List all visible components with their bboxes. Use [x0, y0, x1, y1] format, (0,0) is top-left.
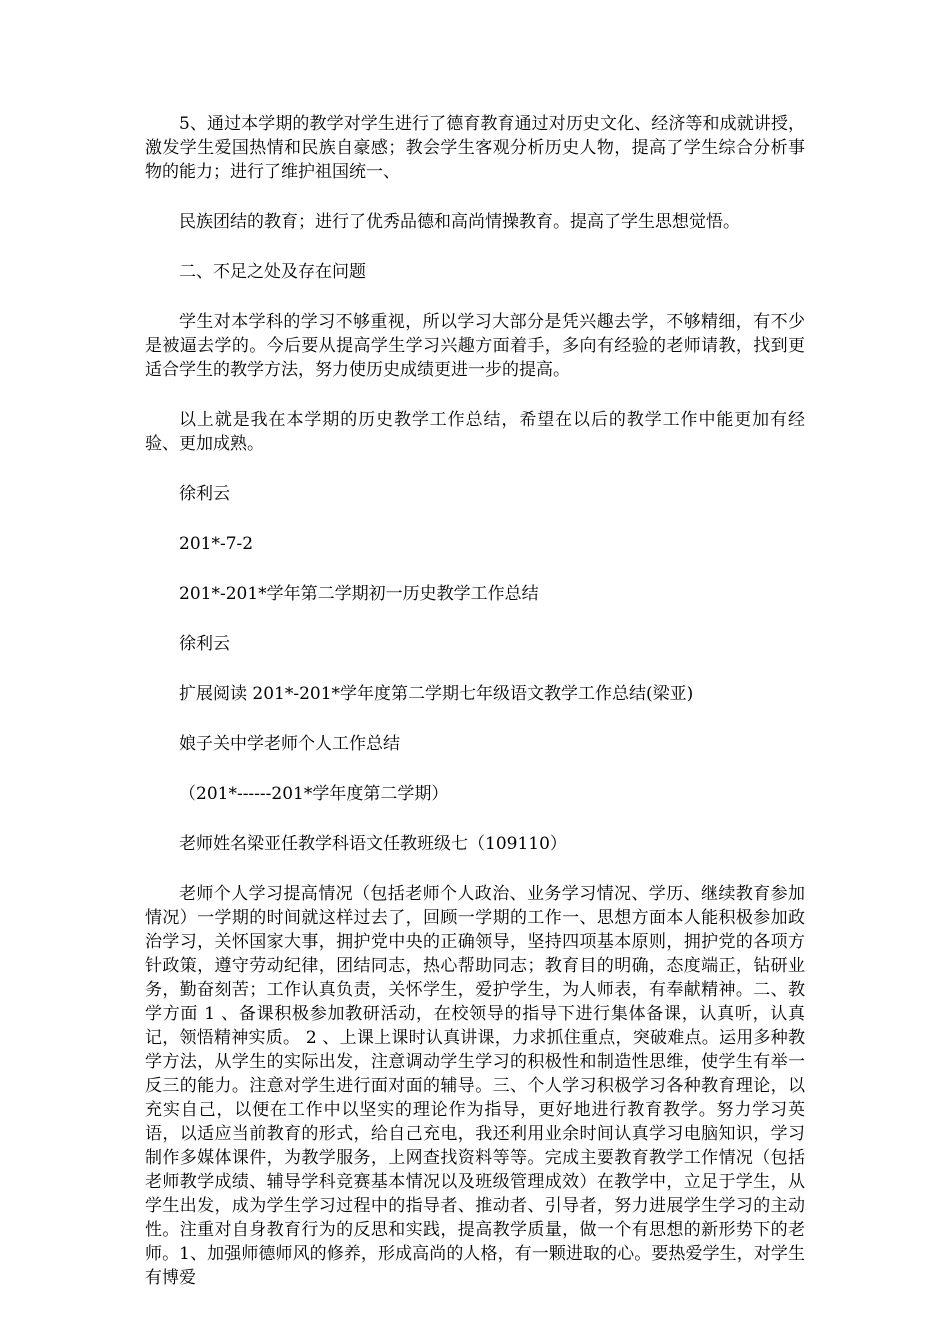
paragraph-conclusion: 以上就是我在本学期的历史教学工作总结，希望在以后的教学工作中能更加有经验、更加成熟。	[145, 410, 805, 454]
extended-reading-title: 扩展阅读 201*-201*学年度第二学期七年级语文教学工作总结(梁亚)	[179, 684, 694, 704]
document-body	[145, 112, 805, 1290]
school-year-label: （201*------201*学年度第二学期）	[179, 784, 449, 804]
paragraph-unity-education: 民族团结的教育；进行了优秀品德和高尚情操教育。提高了学生思想觉悟。	[179, 212, 740, 232]
document-date: 201*-7-2	[179, 534, 254, 554]
author-name: 徐利云	[179, 484, 230, 504]
paragraph-moral-education: 5、通过本学期的教学对学生进行了德育教育通过对历史文化、经济等和成就讲授，激发学生爱国热情和民族自豪感；教会学生客观分析历史人物，提高了学生综合分析事物的能力；进行了维护祖国统一、	[145, 114, 805, 182]
paragraph-problems: 学生对本学科的学习不够重视，所以学习大部分是凭兴趣去学，不够精细，有不少是被逼去学的。今后要从提高学生学习兴趣方面着手，多向有经验的老师请教，找到更适合学生的教学方法，努力使历史成绩更进一步的提高。	[145, 312, 805, 380]
author-name-repeat: 徐利云	[179, 634, 230, 654]
school-report-title: 娘子关中学老师个人工作总结	[179, 734, 400, 754]
teacher-info-line: 老师姓名梁亚任教学科语文任教班级七（109110）	[179, 834, 567, 854]
paragraph-teacher-study: 老师个人学习提高情况（包括老师个人政治、业务学习情况、学历、继续教育参加情况）一学期的时间就这样过去了，回顾一学期的工作一、思想方面本人能积极参加政治学习，关怀国家大事，拥护党中央的正确领导，坚持四项基本原则，拥护党的各项方针政策，遵守劳动纪律，团结同志，热心帮助同志；教育目的明确，态度端正，钻研业务，勤奋刻苦；工作认真负责，关怀学生，爱护学生，为人师表，有奉献精神。二、教学方面 1 、备课积极参加教研活动，在校领导的指导下进行集体备课，认真听，认真记，领悟精神实质。 2 、上课上课时认真讲课，力求抓住重点，突破难点。运用多种教学方法，从学生的实际出发，注意调动学生学习的积极性和制造性思维，使学生有举一反三的能力。注意对学生进行面对面的辅导。三、个人学习积极学习各种教育理论，以充实自己，以便在工作中以坚实的理论作为指导，更好地进行教育教学。努力学习英语，以适应当前教育的形式，给自己充电，我还利用业余时间认真学习电脑知识，学习制作多媒体课件，为教学服务，上网查找资料等等。完成主要教育教学工作情况（包括老师教学成绩、辅导学科竞赛基本情况以及班级管理成效）在教学中，立足于学生，从学生出发，成为学生学习过程中的指导者、推动者、引导者，努力进展学生学习的主动性。注重对自身教育行为的反思和实践，提高教学质量，做一个有思想的新形势下的老师。1、加强师德师风的修养，形成高尚的人格，有一颗进取的心。要热爱学生，对学生有博爱	[145, 884, 805, 1288]
document-title: 201*-201*学年第二学期初一历史教学工作总结	[179, 584, 539, 604]
section-heading-shortcomings: 二、不足之处及存在问题	[179, 262, 366, 282]
